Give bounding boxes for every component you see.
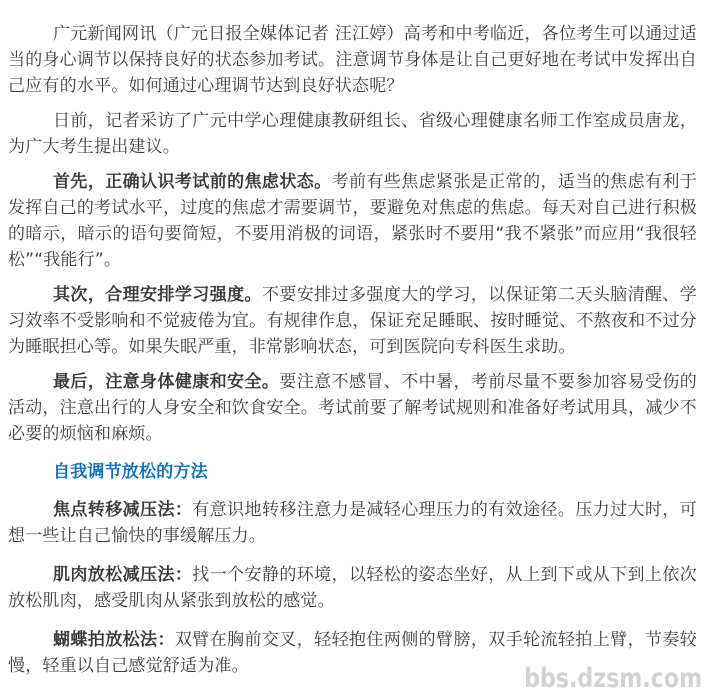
paragraph-lead: 肌肉放松减压法： xyxy=(53,565,193,585)
paragraph-advice-second xyxy=(8,282,697,360)
paragraph-lead: 焦点转移减压法： xyxy=(53,500,193,520)
paragraph-text: 日前，记者采访了广元中学心理健康教研组长、省级心理健康名师工作室成员唐龙，为广大考生提出建议。 xyxy=(8,111,697,157)
paragraph-intro-1 xyxy=(8,21,697,99)
paragraph-text: 双臂在胸前交叉，轻轻抱住两侧的臂膀，双手轮流轻拍上臂，节奏较慢，轻重以自己感觉舒适为准。 xyxy=(8,630,698,676)
paragraph-text: 广元新闻网讯（广元日报全媒体记者 汪江婷）高考和中考临近，各位考生可以通过适当的身心调节以保持良好的状态参加考试。注意调节身体是让自己更好地在考试中发挥出自己应有的水平。如何通过心理调节达到良好状态呢？ xyxy=(8,24,697,96)
paragraph-text: 找一个安静的环境，以轻松的姿态坐好，从上到下或从下到上依次放松肌肉，感受肌肉从紧张到放松的感觉。 xyxy=(8,565,697,611)
paragraph-advice-last xyxy=(8,369,697,447)
paragraph-text: 要注意不感冒、不中暑，考前尽量不要参加容易受伤的活动，注意出行的人身安全和饮食安全。考试前要了解考试规则和准备好考试用具，减少不必要的烦恼和麻烦。 xyxy=(8,372,697,444)
paragraph-lead: 最后，注意身体健康和安全。 xyxy=(53,372,280,392)
paragraph-lead: 其次，合理安排学习强度。 xyxy=(53,285,262,305)
paragraph-advice-first xyxy=(8,169,697,273)
paragraph-text: 不要安排过多强度大的学习，以保证第二天头脑清醒、学习效率不受影响和不觉疲倦为宜。有规律作息，保证充足睡眠、按时睡觉、不熬夜和不过分为睡眠担心等。如果失眠严重，非常影响状态，可到医院向专科医生求助。 xyxy=(8,285,697,357)
section-heading: 自我调节放松的方法 xyxy=(53,462,208,482)
paragraph-method-focus-shift xyxy=(8,497,697,549)
site-watermark: bbs.dzsm.com xyxy=(523,663,702,694)
paragraph-text: 有意识地转移注意力是减轻心理压力的有效途径。压力过大时，可想一些让自己愉快的事缓解压力。 xyxy=(8,500,697,546)
paragraph-method-muscle-relax xyxy=(8,562,697,614)
paragraph-text: 考前有些焦虑紧张是正常的，适当的焦虑有利于发挥自己的考试水平，过度的焦虑才需要调节，要避免对焦虑的焦虑。每天对自己进行积极的暗示，暗示的语句要简短，不要用消极的词语，紧张时不要用“我不紧张”而应用“我很轻松”“我能行”。 xyxy=(8,172,697,270)
paragraph-lead: 首先，正确认识考试前的焦虑状态。 xyxy=(53,172,332,192)
paragraph-intro-2 xyxy=(8,108,697,160)
paragraph-lead: 蝴蝶拍放松法： xyxy=(53,630,175,650)
